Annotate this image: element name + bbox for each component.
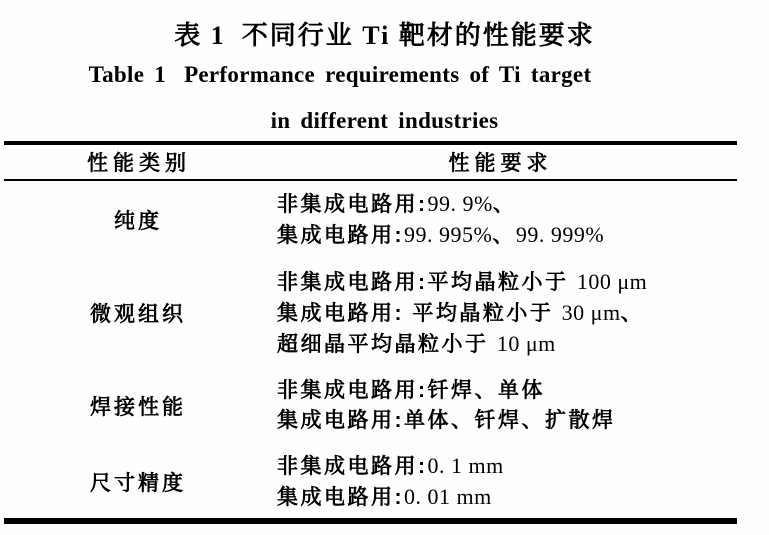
table-row-dimension-accuracy (4, 445, 737, 518)
row-label-dimension-accuracy: 尺寸精度 (90, 471, 186, 495)
requirement-line: 非集成电路用:钎焊、单体 (277, 379, 545, 402)
table-title-cn-text: 不同行业 Ti 靶材的性能要求 (241, 21, 595, 50)
table-title-en-text2: in different industries (270, 108, 499, 133)
requirement-line: 集成电路用:0. 01 mm (277, 483, 492, 509)
requirement-line: 集成电路用: 平均晶粒小于 30 μm、 (277, 299, 645, 325)
row-content-dimension-accuracy (264, 445, 737, 518)
table-row-welding (4, 367, 737, 445)
table-header-row (4, 145, 737, 181)
performance-table (4, 141, 737, 524)
table-number-en: Table 1 (88, 62, 167, 87)
table-row-microstructure (4, 259, 737, 367)
requirement-line: 集成电路用:99. 995%、99. 999% (277, 222, 605, 247)
row-label-welding: 焊接性能 (90, 396, 186, 419)
requirement-line: 超细晶平均晶粒小于 10 μm (277, 330, 556, 356)
table-row-purity (4, 181, 737, 259)
requirement-line: 集成电路用:单体、钎焊、扩散焊 (277, 409, 616, 432)
header-performance-requirement: 性能要求 (448, 152, 553, 175)
table-title-english-line1 (0, 62, 680, 88)
table-title-english-line2 (0, 108, 769, 134)
header-performance-category: 性能类别 (87, 152, 191, 175)
row-content-welding (264, 367, 737, 445)
row-label-microstructure: 微观组织 (90, 303, 186, 326)
row-content-purity (264, 181, 737, 259)
requirement-line: 非集成电路用:99. 9%、 (277, 191, 517, 216)
row-label-purity: 纯度 (114, 210, 162, 233)
table-title-en-text: Performance requirements of Ti target (184, 62, 592, 87)
requirement-line: 非集成电路用:0. 1 mm (277, 452, 504, 478)
table-title-chinese (0, 15, 769, 52)
row-content-microstructure (264, 259, 737, 367)
requirement-line: 非集成电路用:平均晶粒小于 100 μm (277, 268, 648, 294)
table-number-cn: 表 1 (174, 21, 226, 50)
